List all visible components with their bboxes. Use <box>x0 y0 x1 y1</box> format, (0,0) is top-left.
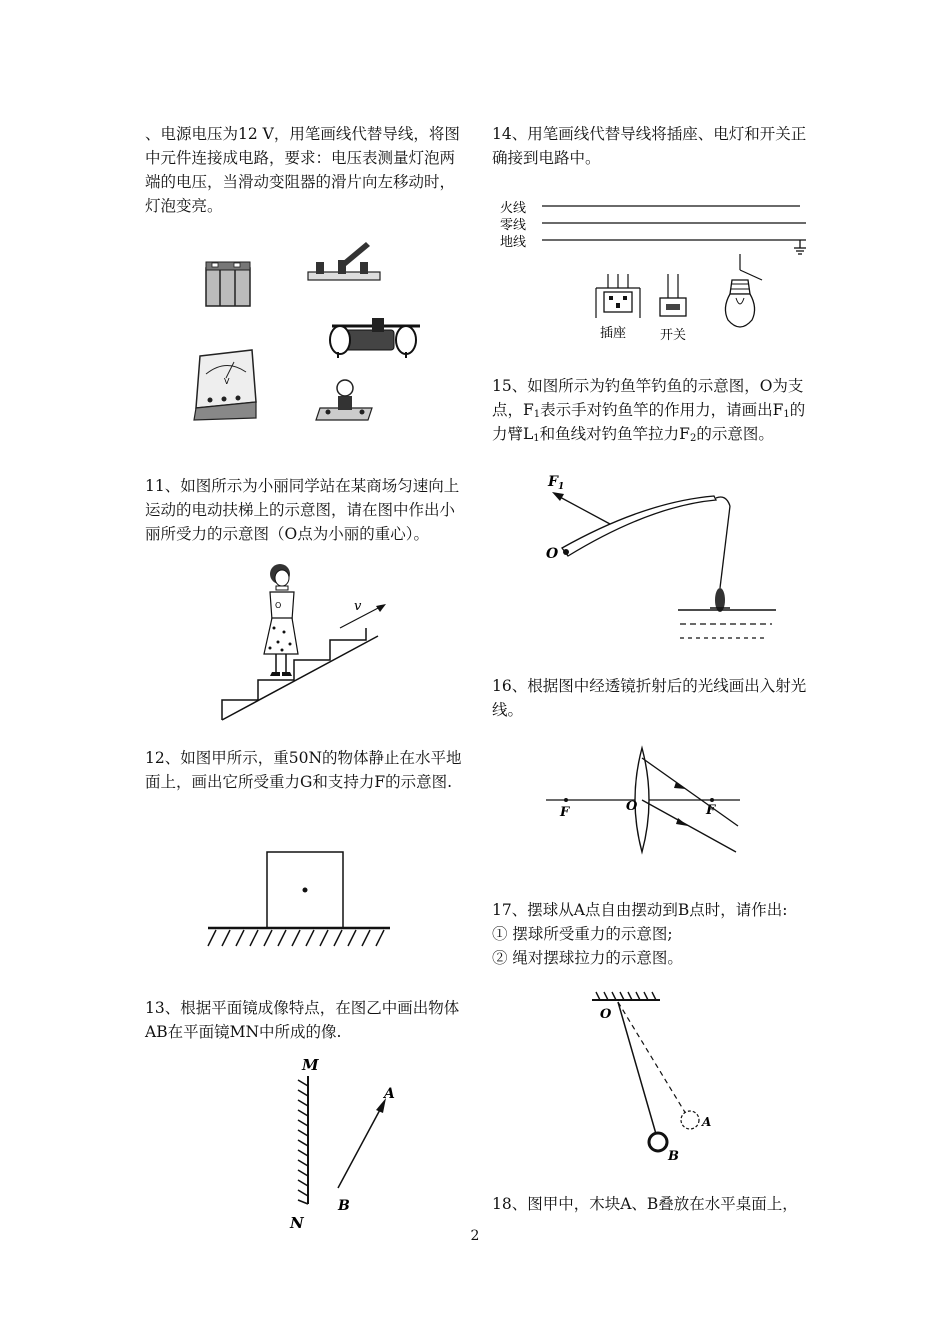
question-10-text: 、电源电压为12 V，用笔画线代替导线，将图中元件连接成电路，要求：电压表测量灯泡两端的电压，当滑动变阻器的滑片向左移动时，灯泡变亮。 <box>145 125 460 215</box>
ground-hatching <box>208 930 384 946</box>
question-10 <box>145 122 463 218</box>
svg-text:A: A <box>384 1086 395 1102</box>
question-18 <box>492 1192 822 1216</box>
question-18-text: 18、图甲中，木块A、B叠放在水平桌面上， <box>492 1195 798 1213</box>
question-15-text: 15、如图所示为钓鱼竿钓鱼的示意图，O为支点，$F_1$表示手对钓鱼竿的作用力，请画出$F_1$的力臂$L_1$和鱼线对钓鱼竿拉力$F_2$的示意图。 <box>492 377 806 444</box>
dashed-string-a <box>618 1002 686 1114</box>
svg-text:O: O <box>546 546 559 562</box>
block-on-ground-figure <box>204 850 394 950</box>
question-13 <box>145 996 463 1044</box>
circuit-components-figure <box>188 232 428 428</box>
svg-text:O: O <box>626 799 638 814</box>
knife-switch-icon <box>308 242 380 280</box>
svg-text:F1: $F_1$ <box>548 474 565 492</box>
battery-icon <box>206 262 250 306</box>
svg-text:v: v <box>354 599 362 614</box>
refracted-ray-1 <box>642 758 738 826</box>
pendulum-figure <box>590 990 722 1166</box>
velocity-arrow <box>340 599 386 628</box>
left-column <box>145 122 463 218</box>
svg-text:N: N <box>290 1214 304 1232</box>
svg-text:开关: 开关 <box>660 328 687 343</box>
svg-text:B: B <box>668 1149 679 1164</box>
socket-icon <box>596 274 640 318</box>
question-16-text: 16、根据图中经透镜折射后的光线画出入射光线。 <box>492 677 807 719</box>
question-17-line2: ① 摆球所受重力的示意图; <box>492 925 673 943</box>
question-11-text: 11、如图所示为小丽同学站在某商场匀速向上运动的电动扶梯上的示意图，请在图中作出小丽所受力的示意图（O点为小丽的重心）。 <box>145 477 460 543</box>
question-15 <box>492 374 810 446</box>
fishing-rod-figure <box>540 466 784 646</box>
lamp-icon <box>725 254 762 327</box>
plane-mirror-figure <box>286 1052 406 1234</box>
question-17-line3: ② 绳对摆球拉力的示意图。 <box>492 949 683 967</box>
switch-icon <box>660 274 686 316</box>
pendulum-ball-b <box>649 1133 667 1151</box>
question-14 <box>492 122 810 170</box>
svg-text:O: O <box>600 1007 612 1022</box>
svg-text:F: F <box>706 803 716 818</box>
svg-text:火线: 火线 <box>500 201 527 216</box>
bulb-holder-icon <box>316 380 372 420</box>
question-12-text: 12、如图甲所示，重50N的物体静止在水平地面上，画出它所受重力G和支持力F的示意图. <box>145 749 462 791</box>
convex-lens-figure <box>544 744 744 856</box>
svg-text:F: F <box>560 805 570 820</box>
fish-float-icon <box>710 588 730 612</box>
svg-text:零线: 零线 <box>500 218 527 233</box>
household-circuit-figure <box>496 194 810 344</box>
question-17-line1: 17、摆球从A点自由摆动到B点时，请作出: <box>492 901 788 919</box>
force-f1-arrow <box>552 492 610 524</box>
svg-text:M: M <box>302 1056 319 1074</box>
question-14-text: 14、用笔画线代替导线将插座、电灯和开关正确接到电路中。 <box>492 125 807 167</box>
voltmeter-icon <box>194 350 256 420</box>
svg-text:V: V <box>224 377 230 386</box>
ceiling-hatching <box>596 992 656 1000</box>
fishing-line <box>720 506 730 588</box>
question-11 <box>145 474 463 546</box>
earth-symbol-icon <box>794 240 806 254</box>
girl-figure <box>264 564 298 676</box>
svg-text:A: A <box>702 1115 712 1129</box>
page-number: 2 <box>470 1228 480 1244</box>
refracted-ray-2 <box>642 800 736 852</box>
rheostat-icon <box>330 318 420 358</box>
svg-text:插座: 插座 <box>600 326 627 341</box>
escalator-figure <box>218 562 398 724</box>
pendulum-string <box>618 1002 656 1134</box>
center-dot <box>303 888 308 893</box>
mirror-hatching <box>298 1080 308 1204</box>
svg-text:O: O <box>275 601 282 610</box>
question-17 <box>492 898 822 970</box>
object-ab-arrow <box>338 1098 386 1188</box>
svg-text:地线: 地线 <box>500 235 527 250</box>
svg-text:B: B <box>338 1198 350 1214</box>
ball-position-a <box>681 1111 699 1129</box>
question-13-text: 13、根据平面镜成像特点，在图乙中画出物体AB在平面镜MN中所成的像. <box>145 999 460 1041</box>
question-16 <box>492 674 810 722</box>
question-12 <box>145 746 463 794</box>
fishing-rod <box>562 496 730 556</box>
